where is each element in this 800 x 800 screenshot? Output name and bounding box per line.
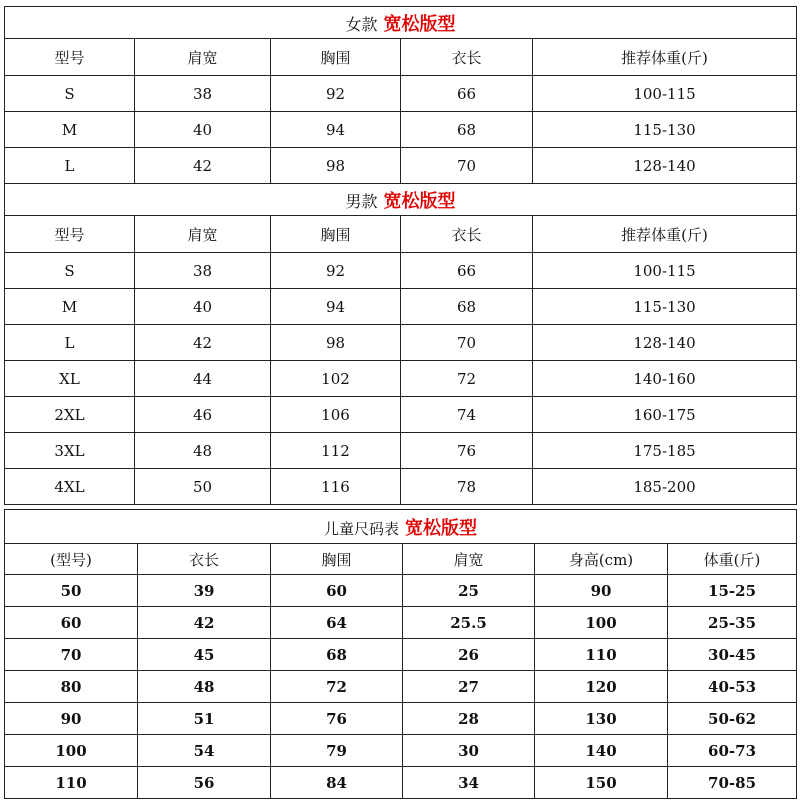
men-cell: 70 [401,325,533,361]
kids-cell: 54 [138,735,271,767]
women-header-cell: 型号 [5,39,135,76]
kids-cell: 64 [271,607,403,639]
kids-cell: 90 [5,703,138,735]
table-row [5,76,797,112]
kids-cell: 42 [138,607,271,639]
women-cell: 98 [271,148,401,184]
kids-cell: 34 [403,767,535,799]
men-fit-tag: 宽松版型 [383,190,456,212]
women-cell: 68 [401,112,533,148]
men-cell: 94 [271,289,401,325]
kids-cell: 70 [5,639,138,671]
men-cell: S [5,253,135,289]
men-title-cell [5,184,797,216]
kids-fit-tag: 宽松版型 [405,517,478,539]
men-header-row [5,216,797,253]
men-cell: 44 [135,361,271,397]
men-cell: 38 [135,253,271,289]
kids-cell: 56 [138,767,271,799]
men-cell: 106 [271,397,401,433]
men-cell: 100-115 [533,253,797,289]
table-row [5,148,797,184]
men-cell: XL [5,361,135,397]
kids-cell: 60 [5,607,138,639]
table-row [5,607,797,639]
men-header-cell: 肩宽 [135,216,271,253]
kids-header-cell: 体重(斤) [668,544,797,575]
kids-section [5,510,797,799]
kids-cell: 120 [535,671,668,703]
kids-header-cell: 身高(cm) [535,544,668,575]
men-section [5,184,797,505]
women-header-cell: 胸围 [271,39,401,76]
men-cell: 46 [135,397,271,433]
women-cell: 94 [271,112,401,148]
table-row [5,639,797,671]
women-cell: 128-140 [533,148,797,184]
adult-size-table [4,6,797,505]
men-cell: 42 [135,325,271,361]
table-row [5,325,797,361]
table-row [5,112,797,148]
kids-cell: 150 [535,767,668,799]
kids-cell: 30 [403,735,535,767]
kids-cell: 25.5 [403,607,535,639]
kids-cell: 68 [271,639,403,671]
women-cell: L [5,148,135,184]
table-row [5,703,797,735]
table-row [5,433,797,469]
men-cell: 112 [271,433,401,469]
kids-cell: 90 [535,575,668,607]
kids-cell: 25 [403,575,535,607]
table-row [5,469,797,505]
women-cell: M [5,112,135,148]
table-row [5,289,797,325]
kids-cell: 30-45 [668,639,797,671]
kids-cell: 80 [5,671,138,703]
men-cell: 102 [271,361,401,397]
men-cell: 4XL [5,469,135,505]
women-header-row [5,39,797,76]
table-row [5,361,797,397]
kids-header-cell: 胸围 [271,544,403,575]
kids-cell: 27 [403,671,535,703]
women-cell: 66 [401,76,533,112]
kids-cell: 26 [403,639,535,671]
women-cell: 40 [135,112,271,148]
kids-cell: 48 [138,671,271,703]
kids-cell: 110 [535,639,668,671]
kids-title: 儿童尺码表 [324,519,400,538]
kids-cell: 40-53 [668,671,797,703]
men-cell: 78 [401,469,533,505]
men-cell: 50 [135,469,271,505]
men-cell: 74 [401,397,533,433]
women-header-cell: 衣长 [401,39,533,76]
women-cell: 70 [401,148,533,184]
kids-cell: 28 [403,703,535,735]
women-cell: 115-130 [533,112,797,148]
kids-cell: 60 [271,575,403,607]
men-cell: 116 [271,469,401,505]
women-cell: 100-115 [533,76,797,112]
men-cell: 66 [401,253,533,289]
kids-cell: 140 [535,735,668,767]
kids-cell: 39 [138,575,271,607]
men-cell: 76 [401,433,533,469]
men-cell: 2XL [5,397,135,433]
women-cell: 38 [135,76,271,112]
kids-cell: 51 [138,703,271,735]
kids-cell: 25-35 [668,607,797,639]
women-header-cell: 推荐体重(斤) [533,39,797,76]
men-cell: 115-130 [533,289,797,325]
men-title: 男款 [345,191,378,211]
men-cell: 128-140 [533,325,797,361]
kids-header-cell: (型号) [5,544,138,575]
men-cell: 98 [271,325,401,361]
table-row [5,575,797,607]
women-cell: 92 [271,76,401,112]
table-row [5,767,797,799]
women-header-cell: 肩宽 [135,39,271,76]
kids-cell: 15-25 [668,575,797,607]
kids-cell: 100 [5,735,138,767]
men-cell: 140-160 [533,361,797,397]
men-cell: 185-200 [533,469,797,505]
men-cell: 48 [135,433,271,469]
men-cell: L [5,325,135,361]
men-header-cell: 衣长 [401,216,533,253]
kids-title-cell [5,510,797,544]
kids-header-row [5,544,797,575]
women-cell: S [5,76,135,112]
kids-cell: 45 [138,639,271,671]
men-cell: M [5,289,135,325]
men-cell: 40 [135,289,271,325]
women-fit-tag: 宽松版型 [383,13,456,35]
women-title: 女款 [345,14,378,34]
men-header-cell: 推荐体重(斤) [533,216,797,253]
men-cell: 92 [271,253,401,289]
table-row [5,735,797,767]
kids-cell: 60-73 [668,735,797,767]
kids-cell: 79 [271,735,403,767]
men-cell: 68 [401,289,533,325]
kids-cell: 130 [535,703,668,735]
men-cell: 72 [401,361,533,397]
women-cell: 42 [135,148,271,184]
kids-cell: 84 [271,767,403,799]
men-cell: 160-175 [533,397,797,433]
men-header-cell: 胸围 [271,216,401,253]
kids-cell: 50 [5,575,138,607]
women-title-cell [5,7,797,39]
kids-cell: 70-85 [668,767,797,799]
table-row [5,253,797,289]
table-row [5,671,797,703]
kids-cell: 110 [5,767,138,799]
women-section [5,7,797,184]
men-header-cell: 型号 [5,216,135,253]
kids-cell: 100 [535,607,668,639]
men-cell: 175-185 [533,433,797,469]
kids-cell: 76 [271,703,403,735]
kids-header-cell: 肩宽 [403,544,535,575]
kids-size-table [4,509,797,799]
kids-cell: 50-62 [668,703,797,735]
kids-cell: 72 [271,671,403,703]
table-row [5,397,797,433]
kids-header-cell: 衣长 [138,544,271,575]
men-cell: 3XL [5,433,135,469]
